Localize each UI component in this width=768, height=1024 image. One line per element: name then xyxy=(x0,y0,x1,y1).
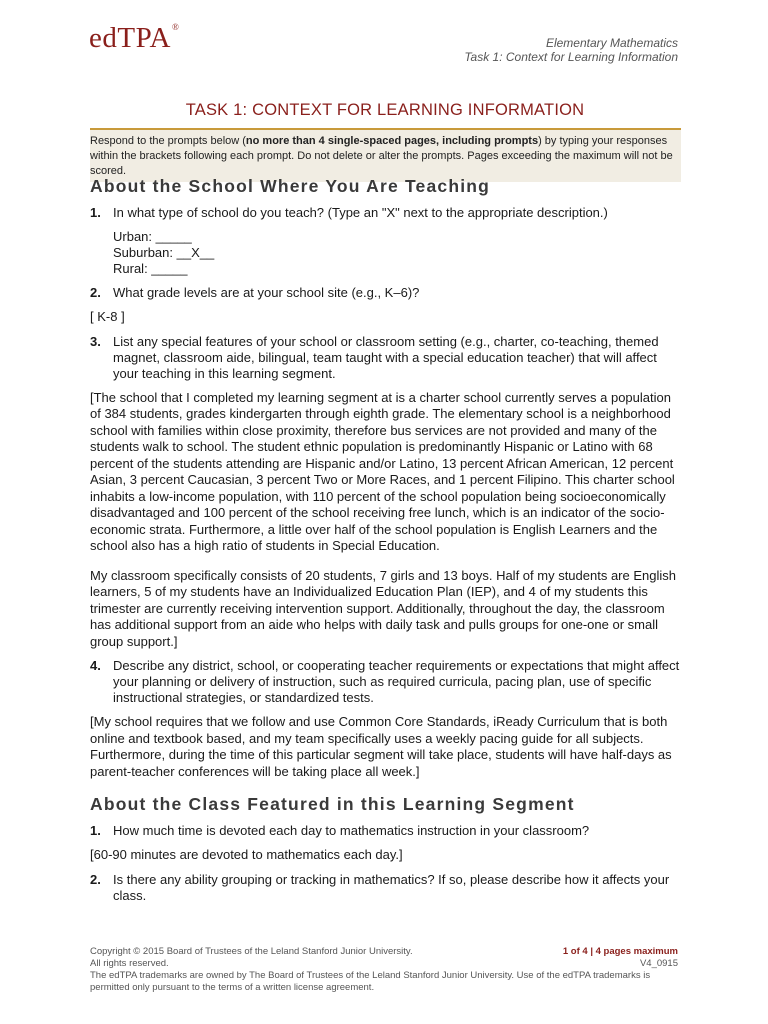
prompt-special-features xyxy=(90,334,680,382)
section-heading-class: About the Class Featured in this Learning Segment xyxy=(90,794,575,814)
edtpa-logo xyxy=(89,22,179,55)
header-subject: Elementary Mathematics xyxy=(545,36,678,50)
prompt-text: What grade levels are at your school site (e.g., K–6)? xyxy=(113,285,420,300)
document-body xyxy=(90,176,680,912)
instructions-bold: no more than 4 single-spaced pages, including prompts xyxy=(245,135,539,147)
section-heading-school: About the School Where You Are Teaching xyxy=(90,176,491,196)
prompt-school-type xyxy=(90,205,680,221)
prompt-ability-grouping xyxy=(90,872,680,904)
instructions-post: ) by typing your responses within the brackets following each prompt. Do not delete or alter the prompts. Pages exceeding the maximum will not be scored. xyxy=(90,135,673,177)
prompt-number: 3. xyxy=(90,333,101,349)
prompt-number: 4. xyxy=(90,658,101,673)
prompt-requirements xyxy=(90,658,680,706)
prompt-number: 2. xyxy=(90,871,101,887)
page-footer xyxy=(90,946,678,994)
option-rural: Rural: _____ xyxy=(113,261,188,276)
option-urban: Urban: _____ xyxy=(113,229,192,244)
prompt-math-time xyxy=(90,823,680,839)
answer-math-time: [60-90 minutes are devoted to mathematics each day.] xyxy=(90,847,403,862)
footer-copyright: Copyright © 2015 Board of Trustees of the Leland Stanford Junior University. xyxy=(90,946,413,957)
header-task: Task 1: Context for Learning Information xyxy=(464,50,678,64)
answer-special-features-classroom: My classroom specifically consists of 20 students, 7 girls and 13 boys. Half of my students are English learners, 5 of my students have an Individualized Education Plan (IEP), and 4 of my students this trimester are currently receiving intervention support. Additionally, throughout the day, the classroom has additional support from an aide who helps with daily task and pulls groups for one-one or small group support.] xyxy=(90,567,676,649)
instructions-box xyxy=(90,128,681,182)
document-title: TASK 1: CONTEXT FOR LEARNING INFORMATION xyxy=(185,101,585,119)
logo-text: edTPA xyxy=(89,22,171,54)
prompt-number: 1. xyxy=(90,823,101,838)
prompt-text: How much time is devoted each day to mathematics instruction in your classroom? xyxy=(113,823,590,838)
answer-special-features-school: [The school that I completed my learning segment at is a charter school currently serves a population of 384 students, grades kindergarten through eighth grade. The elementary school is a neighborhood school with families within close proximity, therefore bus services are not provided and many of the students walk to school. The student ethnic population is predominantly Hispanic or Latino with 68 percent of the students attending are Hispanic and/or Latino, 13 percent African American, 12 percent Asian, 3 percent Caucasian, 3 percent Two or More Races, and 1 percent Filipino. This charter school inhabits a low-income population, with 110 percent of the school population being socioeconomically disadvantaged and 100 percent of the school receiving free lunch, which is an indicator of the socio-economic strata. Furthermore, a little over half of the school population is English Learners and the school also has a high ratio of students in Special Education. xyxy=(90,389,675,553)
prompt-text: In what type of school do you teach? (Type an "X" next to the appropriate description.) xyxy=(113,205,608,220)
registered-mark: ® xyxy=(172,22,180,32)
footer-page-count: 1 of 4 | 4 pages maximum xyxy=(562,946,678,957)
answer-grade-levels: [ K-8 ] xyxy=(90,309,125,324)
footer-rights: All rights reserved. xyxy=(90,958,169,969)
running-header xyxy=(464,36,678,64)
option-suburban: Suburban: __X__ xyxy=(113,245,215,260)
prompt-text: Is there any ability grouping or tracking in mathematics? If so, please describe how it affects your class. xyxy=(113,871,670,903)
instructions-pre: Respond to the prompts below ( xyxy=(90,135,246,147)
prompt-grade-levels xyxy=(90,285,680,301)
prompt-text: Describe any district, school, or cooperating teacher requirements or expectations that might affect your planning or delivery of instruction, such as required curricula, pacing plan, use of specific instructional strategies, or standardized tests. xyxy=(113,658,680,705)
footer-row-1 xyxy=(90,946,678,958)
answer-requirements: [My school requires that we follow and use Common Core Standards, iReady Curriculum that is both online and textbook based, and my team specifically uses a weekly pacing guide for all subjects. Furthermore, during the time of this particular segment will take place, students will have half-days as parent-teacher conferences will be taking place all week.] xyxy=(90,714,672,779)
prompt-number: 2. xyxy=(90,285,101,300)
prompt-number: 1. xyxy=(90,205,101,220)
prompt-text: List any special features of your school or classroom setting (e.g., charter, co-teaching, themed magnet, classroom aide, bilingual, team taught with a special education teacher) that will affect your teaching in this learning segment. xyxy=(113,333,659,381)
footer-version: V4_0915 xyxy=(639,958,678,969)
school-type-options xyxy=(113,229,680,277)
footer-trademark: The edTPA trademarks are owned by The Board of Trustees of the Leland Stanford Junior University. Use of the edTPA trademarks is permitted only pursuant to the terms of a written license agreement. xyxy=(90,970,651,993)
footer-row-2 xyxy=(90,958,678,970)
